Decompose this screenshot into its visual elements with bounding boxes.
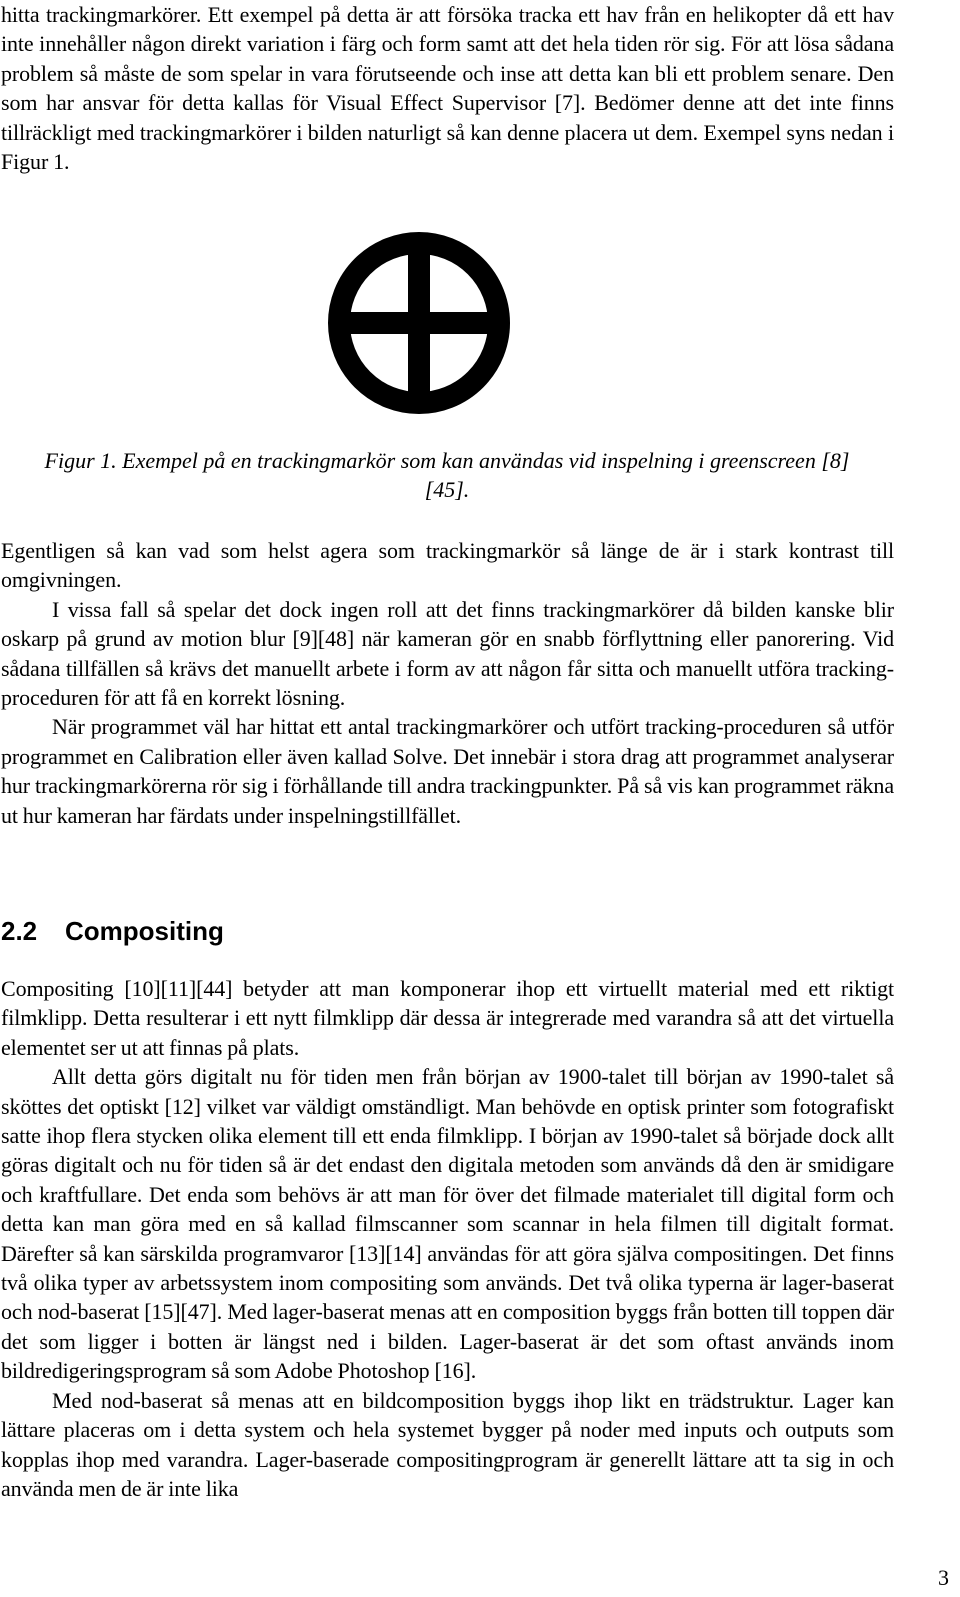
paragraph: Egentligen så kan vad som helst agera som trackingmarkör så länge de är i stark kontrast till omgivningen.	[1, 538, 894, 593]
page-number: 3	[938, 1565, 949, 1590]
tracking-marker-icon	[326, 230, 512, 416]
paragraph: hitta trackingmarkörer. Ett exempel på detta är att försöka tracka ett hav från en helikopter då ett hav inte innehåller någon direkt variation i färg och form samt att det hela tiden rör sig. För att lösa sådana problem så måste de som spelar in vara förutseende och inse att detta kan bli ett problem senare. Den som har ansvar för detta kallas för Visual Effect Supervisor [7]. Bedömer denne att det inte finns tillräckligt med trackingmarkörer i bilden naturligt så kan denne placera ut dem. Exempel syns nedan i Figur 1.	[1, 2, 894, 175]
paragraph: Med nod-baserat så menas att en bildcomposition byggs ihop likt en trädstruktur. Lager kan lättare placeras om i detta system och hela systemet bygger på noder med inputs och outputs som kopplas ihop med varandra. Lager-baserade compositingprogram är generellt lättare att ta sig in och använda men de är inte lika	[1, 1387, 894, 1501]
section-heading	[1, 914, 224, 948]
body-text-bottom	[1, 974, 894, 1503]
paragraph: Allt detta görs digitalt nu för tiden men från början av 1900-talet till början av 1990-talet så sköttes det optiskt [12] vilket var väldigt omständligt. Man behövde en optisk printer som fotografiskt satte ihop flera stycken olika element till ett enda filmklipp. I början av 1990-talet så började dock allt göras digitalt och nu för tiden så är det endast den digitala metoden som används då den är smidigare och kraftfullare. Det enda som behövs är att man för över det filmade materialet till digital form och detta kan man göra med en så kallad filmscanner som scannar in hela filmen till digitalt format. Därefter så kan särskilda programvaror [13][14] användas för att göra själva compositingen. Det finns två olika typer av arbetssystem inom compositing som används. Det två olika typerna är lager-baserat och nod-baserat [15][47]. Med lager-baserat menas att en composition byggs från botten till toppen där det som ligger i botten är längst ned i bilden. Lager-baserat är det som oftast används inom bildredigeringsprogram så som Adobe Photoshop [16].	[1, 1064, 894, 1384]
section-number: 2.2	[1, 916, 38, 946]
paragraph: Compositing [10][11][44] betyder att man komponerar ihop ett virtuellt material med ett riktigt filmklipp. Detta resulterar i ett nytt filmklipp där dessa är integrerade med varandra så att det virtuella elementet ser ut att finnas på plats.	[1, 976, 894, 1060]
paragraph: I vissa fall så spelar det dock ingen roll att det finns trackingmarkörer då bilden kanske blir oskarp på grund av motion blur [9][48] när kameran gör en snabb förflyttning eller panorering. Vid sådana tillfällen så krävs det manuellt arbete i form av att någon får sitta och manuellt utföra tracking-proceduren för att få en korrekt lösning.	[1, 596, 894, 711]
paragraph: När programmet väl har hittat ett antal trackingmarkörer och utfört tracking-proceduren så utför programmet en Calibration eller även kallad Solve. Det innebär i stora drag att programmet analyserar hur trackingmarkörerna rör sig i förhållande till andra trackingpunkter. På så vis kan programmet räkna ut hur kameran har färdats under inspelningstillfället.	[1, 714, 894, 828]
figure-image	[326, 230, 512, 416]
section-title: Compositing	[65, 916, 224, 946]
figure-caption: Figur 1. Exempel på en trackingmarkör som kan användas vid inspelning i greenscreen [8][45].	[44, 448, 850, 503]
body-text-middle	[1, 536, 894, 830]
body-text-top	[1, 0, 894, 176]
